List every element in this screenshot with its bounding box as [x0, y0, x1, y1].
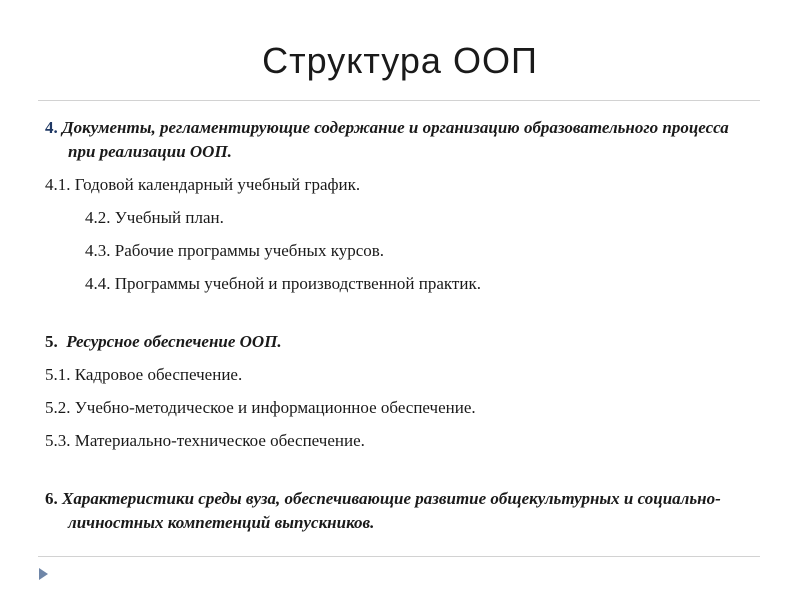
list-item-5-2: 5.2. Учебно-методическое и информационное обеспечение. — [45, 398, 476, 417]
section-4-number: 4. — [45, 118, 58, 137]
section-6-text: Характеристики среды вуза, обеспечивающие развитие общекультурных и социально-личностных компетенций выпускников. — [62, 489, 721, 532]
section-5-heading — [45, 330, 745, 354]
section-5-text: Ресурсное обеспечение ООП. — [66, 332, 282, 351]
section-6-number: 6. — [45, 489, 58, 508]
slide-content — [45, 116, 745, 535]
list-item-4-2: 4.2. Учебный план. — [85, 208, 224, 227]
list-item-4-1: 4.1. Годовой календарный учебный график. — [45, 175, 361, 194]
slide-title: Структура ООП — [262, 40, 538, 81]
list-item-5-3: 5.3. Материально-техническое обеспечение. — [45, 431, 365, 450]
section-4-heading — [45, 116, 745, 164]
list-item-4-3: 4.3. Рабочие программы учебных курсов. — [85, 241, 385, 260]
list-item-4-4: 4.4. Программы учебной и производственной практик. — [85, 274, 481, 293]
section-5-number: 5. — [45, 332, 58, 351]
section-4-text: Документы, регламентирующие содержание и организацию образовательного процесса при реализации ООП. — [62, 118, 729, 161]
triangle-right-icon[interactable] — [39, 568, 48, 580]
list-item-5-1: 5.1. Кадровое обеспечение. — [45, 365, 243, 384]
section-6-heading — [45, 487, 745, 535]
bottom-divider — [38, 556, 760, 557]
top-divider — [38, 100, 760, 101]
